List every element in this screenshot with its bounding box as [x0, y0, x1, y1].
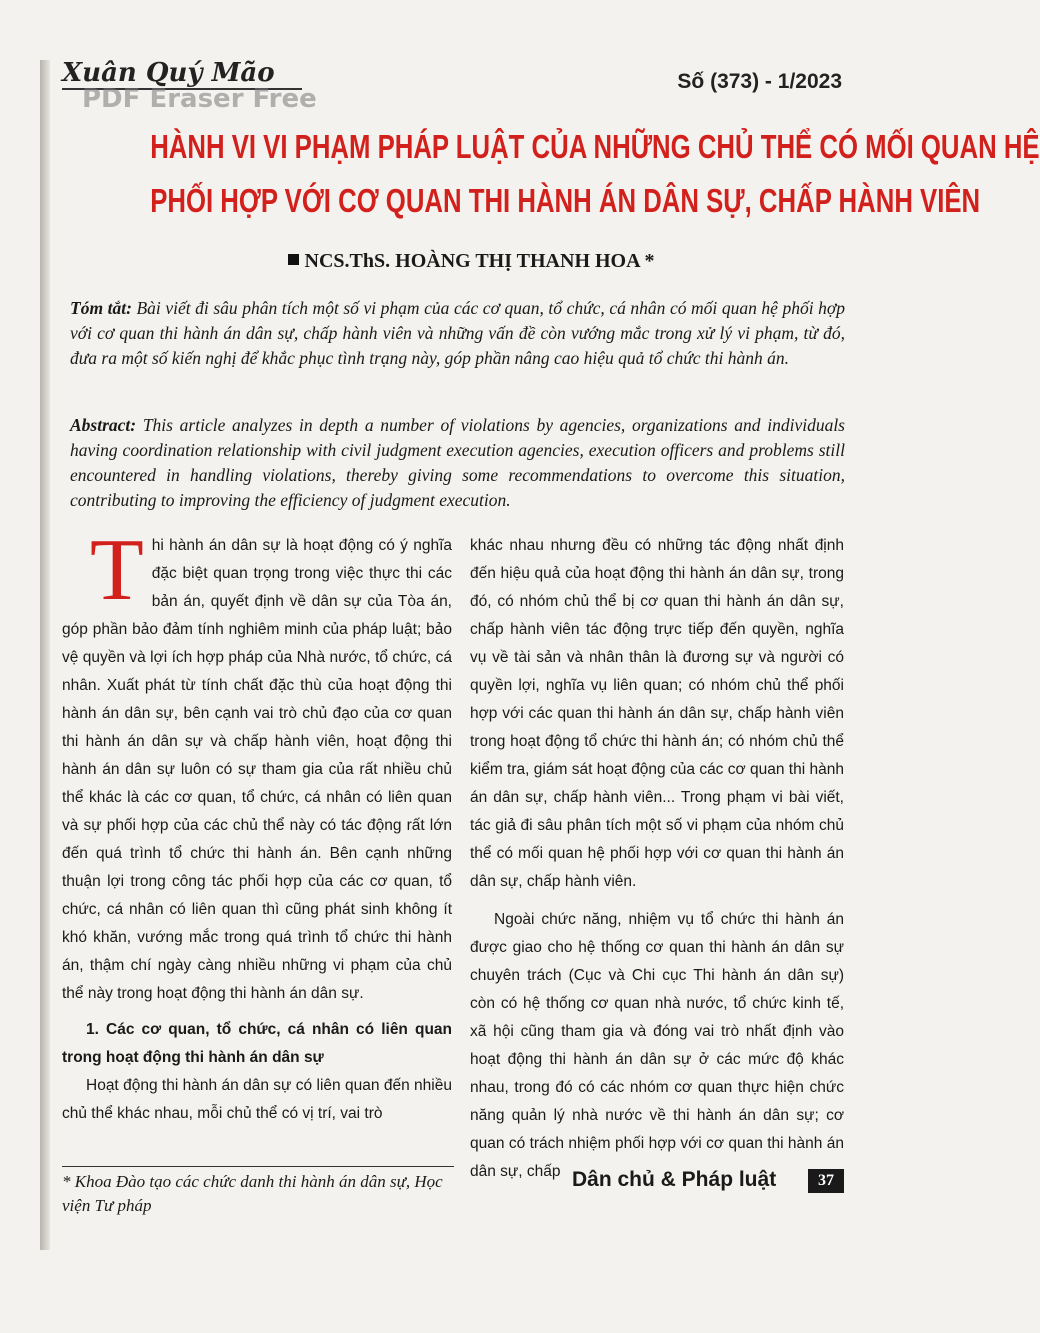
abstract-label: Abstract: — [70, 415, 137, 435]
body-paragraph: khác nhau nhưng đều có những tác động nhất định đến hiệu quả của hoạt động thi hành án dân sự, trong đó, có nhóm chủ thể bị cơ quan thi hành án dân sự, chấp hành viên tác động trực tiếp đến quyền, nghĩa vụ về tài sản và nhân thân là đương sự và người có quyền lợi, nghĩa vụ liên quan; có nhóm chủ thể phối hợp với các quan thi hành án dân sự, chấp hành viên trong hoạt động tổ chức thi hành án; có nhóm chủ thể kiểm tra, giám sát hoạt động của các cơ quan thi hành án dân sự, chấp hành viên... Trong phạm vi bài viết, tác giả đi sâu phân tích một số vi phạm của nhóm chủ thể có mối quan hệ phối hợp với cơ quan thi hành án dân sự, chấp hành viên. — [470, 537, 844, 890]
square-bullet-icon — [288, 254, 299, 265]
page-spine-shadow — [40, 60, 50, 1250]
section-heading: 1. Các cơ quan, tổ chức, cá nhân có liên quan trong hoạt động thi hành án dân sự — [62, 1021, 452, 1066]
abstract-text: This article analyzes in depth a number of violations by agencies, organizations and individuals having coordination relationship with civil judgment execution agencies, execution officers and problems still encountered in handling violations, thereby giving some recommendations to overcome this situation, contributing to improving the efficiency of judgment execution. — [70, 415, 845, 510]
title-line-2: PHỐI HỢP VỚI CƠ QUAN THI HÀNH ÁN DÂN SỰ, CHẤP HÀNH VIÊN — [150, 182, 981, 219]
watermark: PDF Eraser Free — [82, 84, 317, 114]
body-paragraph: Ngoài chức năng, nhiệm vụ tổ chức thi hành án được giao cho hệ thống cơ quan thi hành án dân sự chuyên trách (Cục và Chi cục Thi hành án dân sự) còn có hệ thống cơ quan nhà nước, tổ chức kinh tế, xã hội cũng tham gia và đóng vai trò nhất định vào hoạt động thi hành án dân sự ở các mức độ khác nhau, trong đó có các nhóm cơ quan thực hiện chức năng quản lý nhà nước về thi hành án dân sự; cơ quan có trách nhiệm phối hợp với cơ quan thi hành án dân sự, chấp — [470, 911, 844, 1180]
body-paragraph: Hoạt động thi hành án dân sự có liên quan đến nhiều chủ thể khác nhau, mỗi chủ thể có vị trí, vai trò — [62, 1077, 452, 1122]
issue-name: Xuân Quý Mão — [62, 58, 275, 88]
page-number: 37 — [808, 1169, 844, 1193]
right-column — [470, 532, 844, 1186]
footnote: * Khoa Đào tạo các chức danh thi hành án dân sự, Học viện Tư pháp — [62, 1172, 443, 1215]
author-name: NCS.ThS. HOÀNG THỊ THANH HOA * — [304, 250, 655, 272]
article-title — [150, 120, 1040, 228]
author-line — [0, 250, 942, 273]
footnote-divider — [62, 1166, 454, 1167]
intro-text: hi hành án dân sự là hoạt động có ý nghĩa đặc biệt quan trọng trong việc thực thi các bản án, quyết định về dân sự của Tòa án, góp phần bảo đảm tính nghiêm minh của pháp luật; bảo vệ quyền và lợi ích hợp pháp của Nhà nước, tổ chức, cá nhân. Xuất phát từ tính chất đặc thù của hoạt động thi hành án dân sự, bên cạnh vai trò chủ đạo của cơ quan thi hành án dân sự và chấp hành viên, hoạt động thi hành án dân sự luôn có sự tham gia của rất nhiều chủ thể khác là các cơ quan, tổ chức, cá nhân có liên quan và sự phối hợp của các chủ thể này có tác động rất lớn đến quá trình tổ chức thi hành án. Bên cạnh những thuận lợi trong công tác phối hợp của các cơ quan, tổ chức, cá nhân có liên quan thì cũng phát sinh không ít khó khăn, vướng mắc trong quá trình tổ chức thi hành án, thậm chí ngày càng nhiều những vi phạm của chủ thể này trong hoạt động thi hành án dân sự. — [62, 537, 452, 1002]
summary-text: Bài viết đi sâu phân tích một số vi phạm của các cơ quan, tổ chức, cá nhân có mối quan hệ phối hợp với cơ quan thi hành án dân sự, chấp hành viên và những vấn đề còn vướng mắc trong xử lý vi phạm, từ đó, đưa ra một số kiến nghị để khắc phục tình trạng này, góp phần nâng cao hiệu quả tổ chức thi hành án. — [70, 298, 846, 368]
intro-paragraph — [62, 522, 452, 1008]
magazine-name: Dân chủ & Pháp luật — [572, 1168, 777, 1191]
title-line-1: HÀNH VI VI PHẠM PHÁP LUẬT CỦA NHỮNG CHỦ THỂ CÓ MỐI QUAN HỆ — [150, 128, 1040, 165]
left-column — [62, 522, 452, 1128]
issue-number: Số (373) - 1/2023 — [677, 70, 842, 93]
dropcap: T — [90, 522, 144, 619]
abstract-en — [70, 413, 845, 513]
summary-label: Tóm tắt: — [70, 298, 132, 318]
summary-vi — [70, 296, 845, 371]
